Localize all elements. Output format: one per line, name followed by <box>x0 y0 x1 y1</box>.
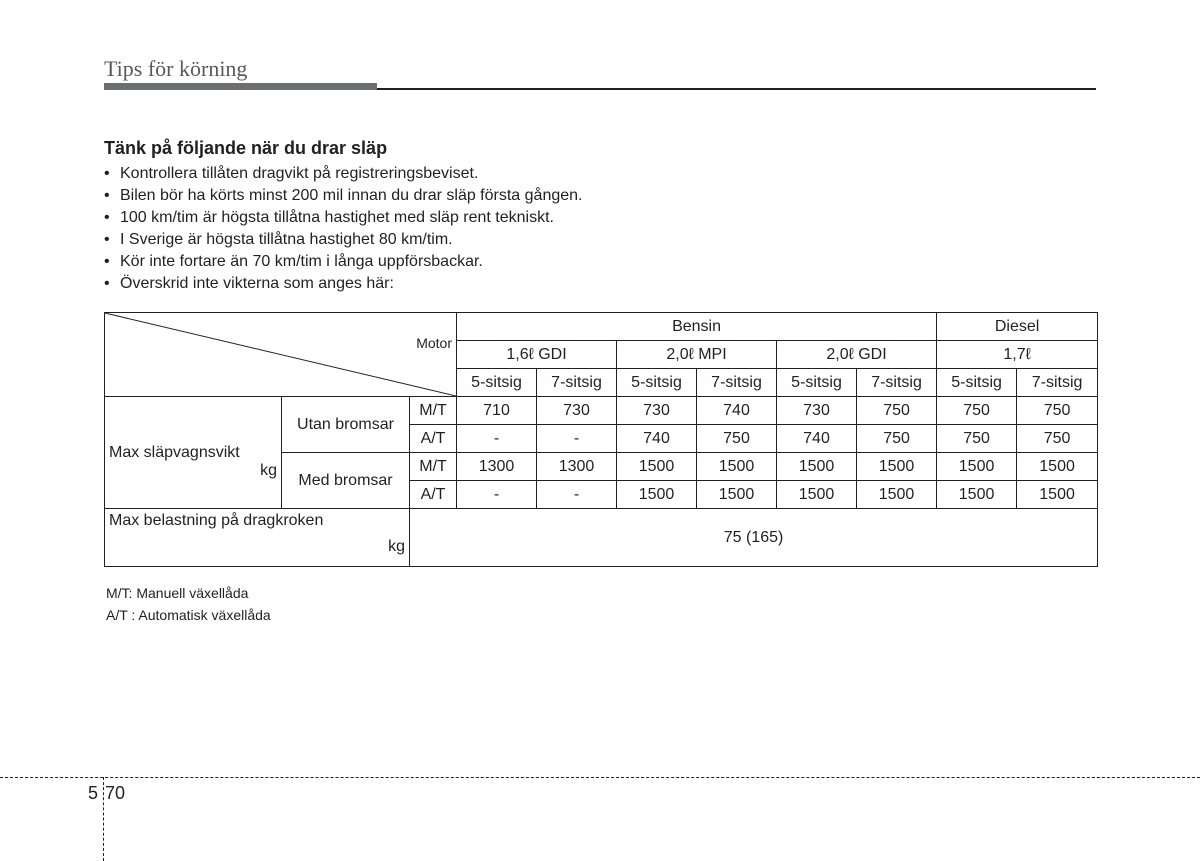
unbraked-label: Utan bromsar <box>282 397 410 453</box>
bullet-item: • Överskrid inte vikterna som anges här: <box>104 275 394 292</box>
transmission-label: A/T <box>410 425 457 453</box>
value-cell: 1500 <box>937 481 1017 509</box>
seats-header: 5-sitsig <box>937 369 1017 397</box>
value-cell: - <box>537 425 617 453</box>
value-cell: 730 <box>537 397 617 425</box>
value-cell: 1500 <box>777 453 857 481</box>
value-cell: - <box>457 425 537 453</box>
chapter-number: 5 <box>88 783 99 803</box>
bullet-item: • I Sverige är högsta tillåtna hastighet 80 km/tim. <box>104 231 453 248</box>
max-trailer-weight-label: Max släpvagnsvikt kg <box>105 397 282 509</box>
seats-header: 7-sitsig <box>697 369 777 397</box>
value-cell: 740 <box>617 425 697 453</box>
engine-header: 1,6ℓ GDI <box>457 341 617 369</box>
value-cell: 750 <box>1017 425 1098 453</box>
max-trailer-weight-unit: kg <box>260 461 277 479</box>
value-cell: 1500 <box>857 453 937 481</box>
value-cell: 750 <box>1017 397 1098 425</box>
fuel-header-diesel: Diesel <box>937 313 1098 341</box>
engine-header: 2,0ℓ MPI <box>617 341 777 369</box>
transmission-label: M/T <box>410 453 457 481</box>
value-cell: 730 <box>777 397 857 425</box>
trailer-weight-table <box>104 312 1098 567</box>
header-rule-thick <box>104 83 377 90</box>
tow-ball-load-unit: kg <box>388 538 405 555</box>
corner-diagonal-line <box>105 313 456 396</box>
abbreviation-notes <box>106 582 271 626</box>
value-cell: 1500 <box>1017 481 1098 509</box>
engine-header: 1,7ℓ <box>937 341 1098 369</box>
value-cell: 750 <box>697 425 777 453</box>
section-title: Tänk på följande när du drar släp <box>104 138 388 158</box>
value-cell: - <box>537 481 617 509</box>
seats-header: 5-sitsig <box>457 369 537 397</box>
value-cell: 1500 <box>857 481 937 509</box>
bullet-item: • Bilen bör ha körts minst 200 mil innan du drar släp första gången. <box>104 187 583 204</box>
value-cell: 740 <box>697 397 777 425</box>
value-cell: 750 <box>857 425 937 453</box>
value-cell: 1500 <box>777 481 857 509</box>
transmission-label: M/T <box>410 397 457 425</box>
note-item: A/T : Automatisk växellåda <box>106 607 271 623</box>
seats-header: 7-sitsig <box>1017 369 1098 397</box>
transmission-label: A/T <box>410 481 457 509</box>
bullet-item: • 100 km/tim är högsta tillåtna hastighet med släp rent tekniskt. <box>104 209 554 226</box>
page-header-title: Tips för körning <box>104 56 248 81</box>
table-corner-cell <box>105 313 457 397</box>
seats-header: 7-sitsig <box>857 369 937 397</box>
value-cell: 1500 <box>617 453 697 481</box>
header-rule-thin <box>377 88 1096 90</box>
value-cell: 1300 <box>537 453 617 481</box>
page-number <box>88 783 125 804</box>
value-cell: 710 <box>457 397 537 425</box>
seats-header: 5-sitsig <box>617 369 697 397</box>
seats-header: 7-sitsig <box>537 369 617 397</box>
braked-label: Med bromsar <box>282 453 410 509</box>
value-cell: 1500 <box>937 453 1017 481</box>
value-cell: 1500 <box>697 453 777 481</box>
value-cell: - <box>457 481 537 509</box>
page-index: 70 <box>105 783 126 803</box>
fuel-header-petrol: Bensin <box>457 313 937 341</box>
value-cell: 750 <box>937 397 1017 425</box>
note-item: M/T: Manuell växellåda <box>106 585 249 601</box>
seats-header: 5-sitsig <box>777 369 857 397</box>
value-cell: 1500 <box>617 481 697 509</box>
footer-dashed-rule <box>0 777 1200 778</box>
bullet-item: • Kör inte fortare än 70 km/tim i långa uppförsbackar. <box>104 253 483 270</box>
value-cell: 1500 <box>697 481 777 509</box>
bullet-list <box>104 163 582 295</box>
value-cell: 1300 <box>457 453 537 481</box>
tow-ball-load-label: Max belastning på dragkroken kg <box>105 509 410 567</box>
value-cell: 740 <box>777 425 857 453</box>
bullet-item: • Kontrollera tillåten dragvikt på registreringsbeviset. <box>104 165 479 182</box>
value-cell: 750 <box>937 425 1017 453</box>
value-cell: 730 <box>617 397 697 425</box>
engine-header: 2,0ℓ GDI <box>777 341 937 369</box>
motor-label: Motor <box>416 335 453 351</box>
value-cell: 1500 <box>1017 453 1098 481</box>
tow-ball-load-value: 75 (165) <box>410 509 1098 567</box>
value-cell: 750 <box>857 397 937 425</box>
